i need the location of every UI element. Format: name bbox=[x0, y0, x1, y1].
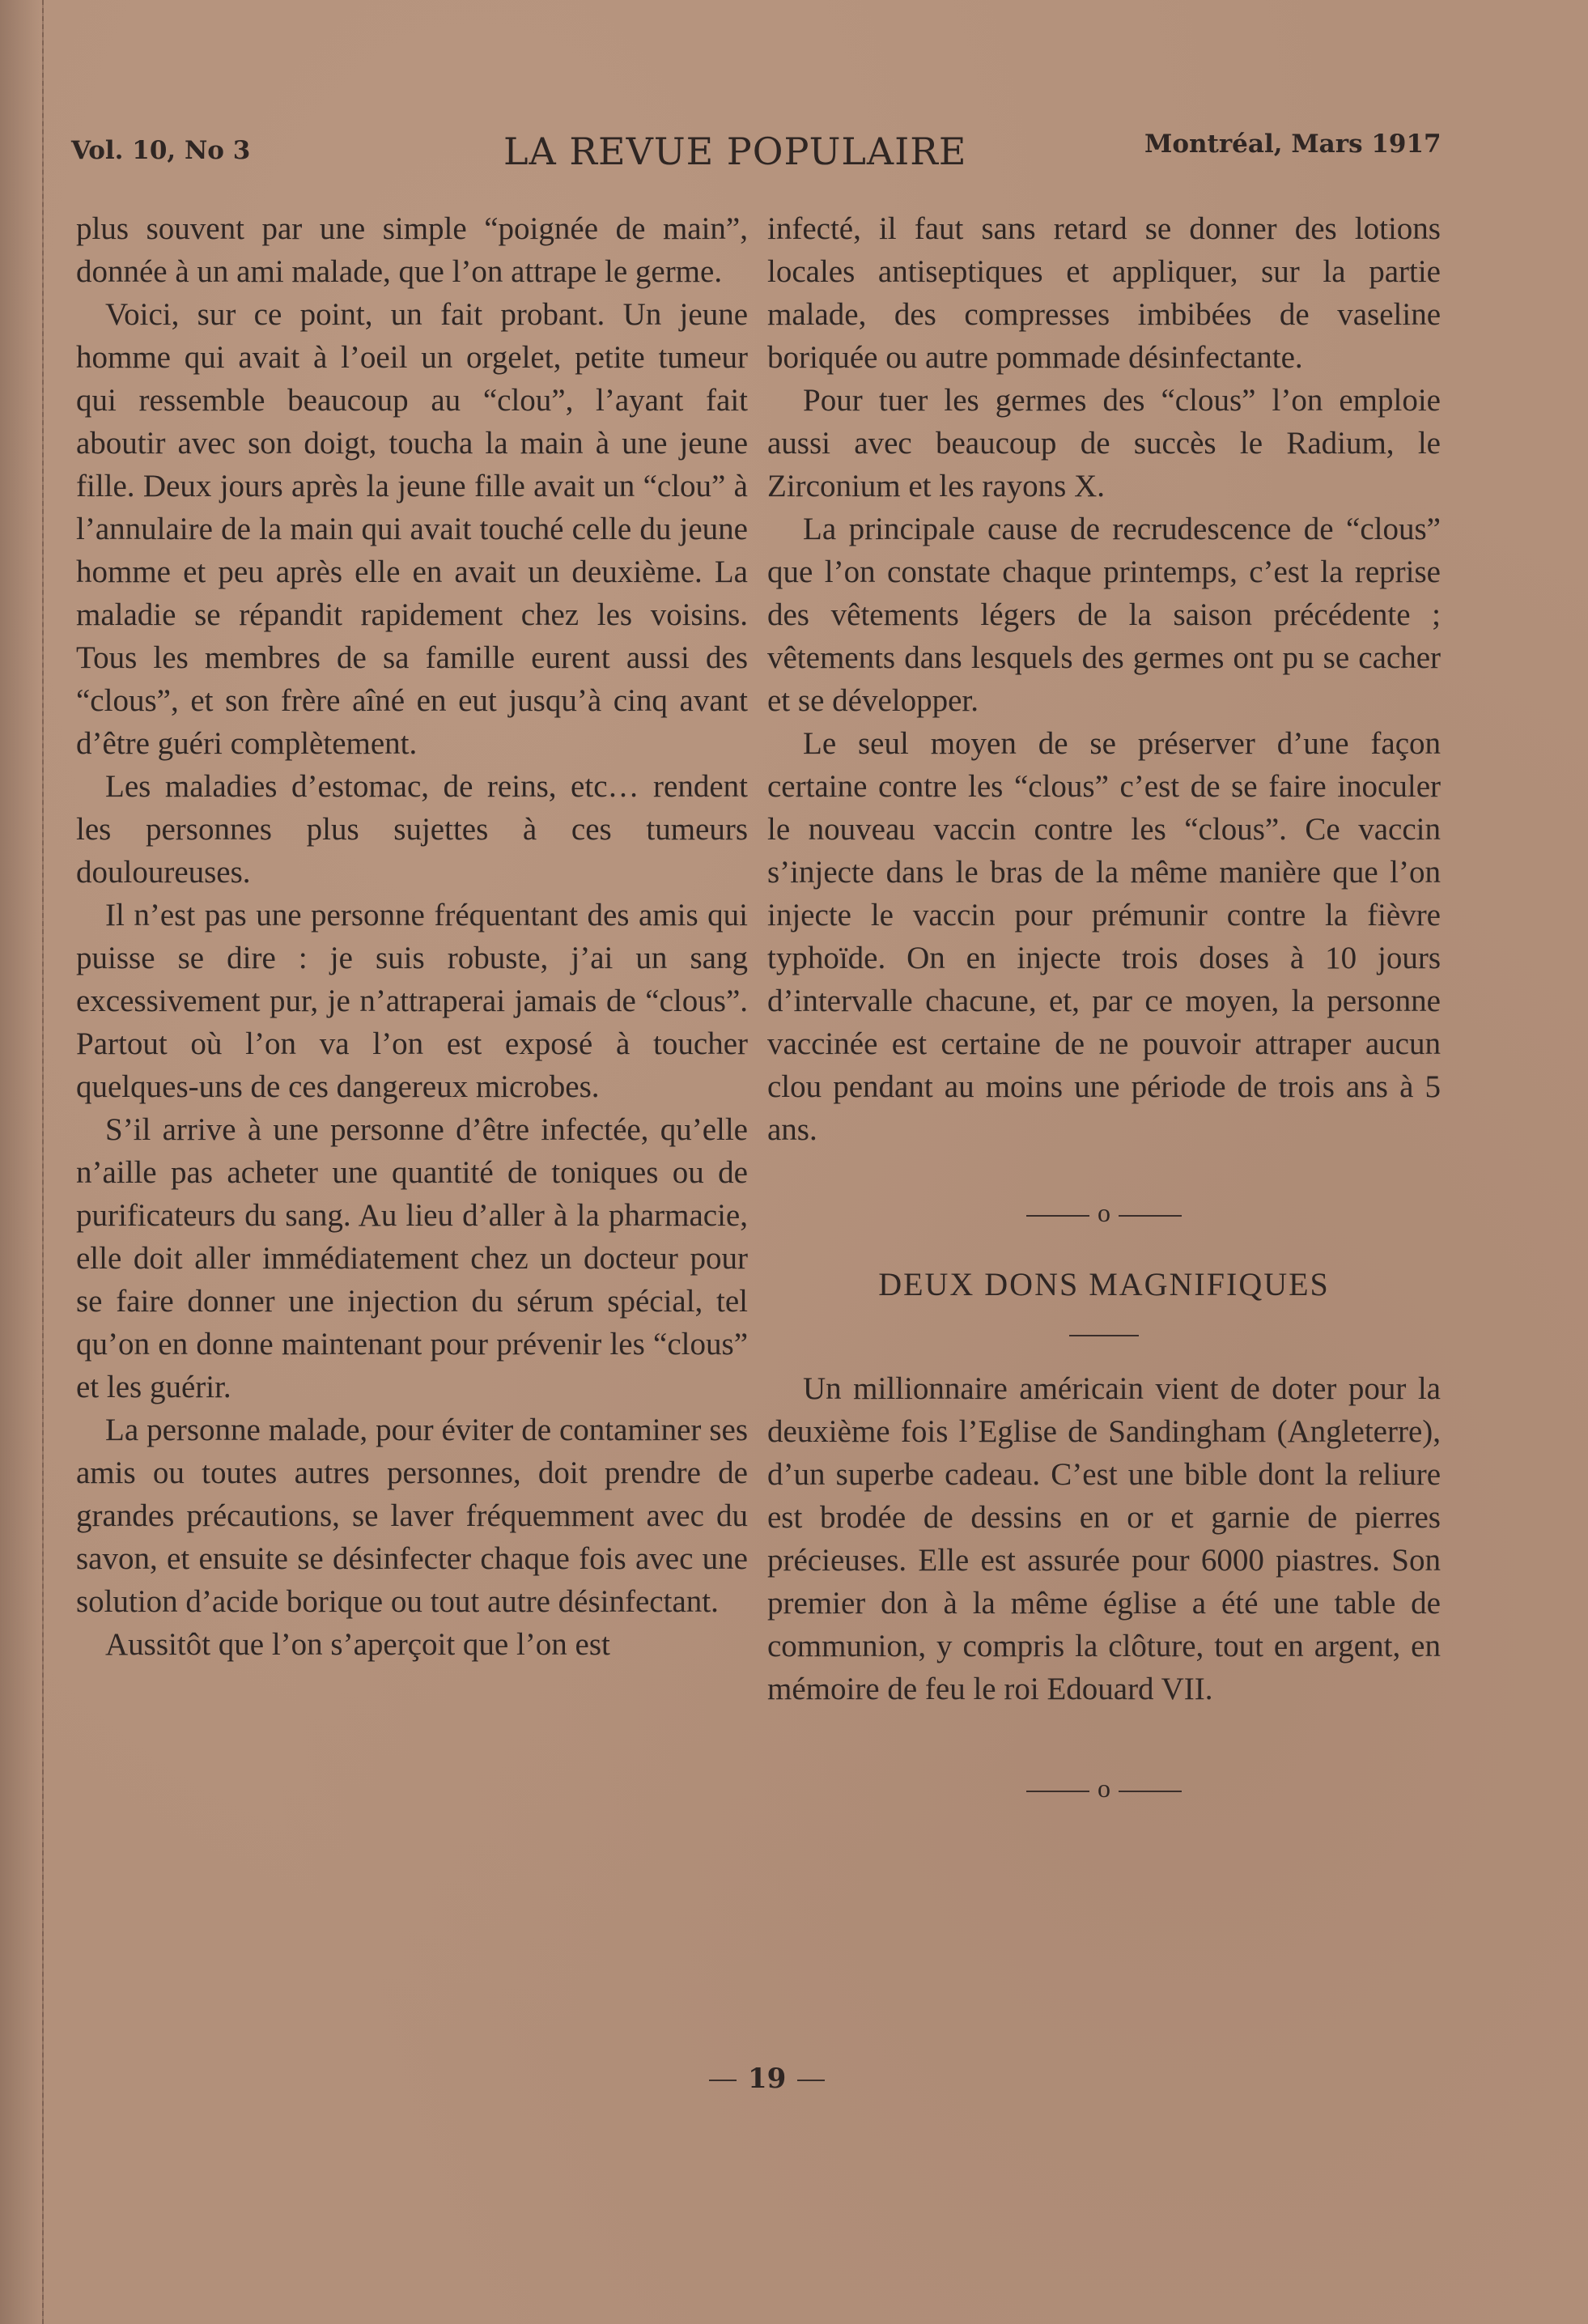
paragraph: Il n’est pas une personne fréquentant des amis qui puisse se dire : je suis robuste, j’ai un sang excessivement pur, je n’attraperai jamais de “clous”. Partout où l’on va l’on est exposé à toucher quelques-uns de ces dangereux microbes. bbox=[76, 898, 748, 1104]
paragraph: La principale cause de recrudescence de “clous” que l’on constate chaque printemps, c’est la reprise des vêtements légers de la saison précédente ; vêtements dans lesquels des germes ont pu se cacher et se développer. bbox=[767, 512, 1441, 718]
page-number bbox=[698, 2063, 836, 2095]
publication-title: LA REVUE POPULAIRE bbox=[503, 130, 967, 173]
section-separator bbox=[767, 1767, 1441, 1810]
paragraph: infecté, il faut sans retard se donner des lotions locales antiseptiques et appliquer, sur la partie malade, des compresses imbibées de vaseline boriquée ou autre pommade désinfectante. bbox=[767, 211, 1441, 375]
right-column bbox=[767, 207, 1441, 1810]
paragraph: Les maladies d’estomac, de reins, etc… rendent les personnes plus sujettes à ces tumeurs douloureuses. bbox=[76, 769, 748, 890]
paragraph: La personne malade, pour éviter de contaminer ses amis ou toutes autres personnes, doit prendre de grandes précautions, se laver fréquemment avec du savon, et ensuite se désinfecter chaque fois avec une solution d’acide borique ou tout autre désinfectant. bbox=[76, 1413, 748, 1619]
issue-date: Montréal, Mars 1917 bbox=[1144, 130, 1442, 159]
paragraph: Voici, sur ce point, un fait probant. Un jeune homme qui avait à l’oeil un orgelet, petite tumeur qui ressemble beaucoup au “clou”, l’ayant fait aboutir avec son doigt, toucha la main à une jeune fille. Deux jours après la jeune fille avait un “clou” à l’annulaire de la main qui avait touché celle du jeune homme et peu après elle en avait un deuxième. La maladie se répandit rapidement chez les voisins. Tous les membres de sa famille eurent aussi des “clous”, et son frère aîné en eut jusqu’à cinq avant d’être guéri complètement. bbox=[76, 297, 748, 761]
paragraph: Aussitôt que l’on s’aperçoit que l’on est bbox=[105, 1627, 610, 1662]
page-binding-edge bbox=[0, 0, 44, 2324]
section-body: Un millionnaire américain vient de doter pour la deuxième fois l’Eglise de Sandingham (Angleterre), d’un superbe cadeau. C’est une bible dont la reliure est brodée de dessins en or et garnie de pierres précieuses. Elle est assurée pour 6000 piastres. Son premier don à la même église a été une table de communion, y compris la clôture, tout en argent, en mémoire de feu le roi Edouard VII. bbox=[767, 1371, 1441, 1706]
volume-number: Vol. 10, No 3 bbox=[71, 136, 251, 165]
separator-mark: o bbox=[1098, 1774, 1110, 1803]
page-number-value: 19 bbox=[748, 2063, 787, 2095]
heading-rule bbox=[1069, 1335, 1139, 1336]
section-separator bbox=[767, 1192, 1441, 1234]
separator-mark: o bbox=[1098, 1198, 1110, 1227]
paragraph: S’il arrive à une personne d’être infectée, qu’elle n’aille pas acheter une quantité de toniques ou de purificateurs du sang. Au lieu d’aller à la pharmacie, elle doit aller immédiatement chez un docteur pour se faire donner une injection du sérum spécial, tel qu’on en donne maintenant pour prévenir les “clous” et les guérir. bbox=[76, 1112, 748, 1404]
paragraph: Le seul moyen de se préserver d’une façon certaine contre les “clous” c’est de se faire inoculer le nouveau vaccin contre les “clous”. Ce vaccin s’injecte dans le bras de la même manière que l’on injecte le vaccin pour prémunir contre la fièvre typhoïde. On en injecte trois doses à 10 jours d’intervalle chacune, et, par ce moyen, la personne vaccinée est certaine de ne pouvoir attraper aucun clou pendant au moins une période de trois ans à 5 ans. bbox=[767, 726, 1441, 1147]
paragraph: plus souvent par une simple “poignée de main”, donnée à un ami malade, que l’on attrape le germe. bbox=[76, 211, 748, 289]
section-heading: DEUX DONS MAGNIFIQUES bbox=[878, 1266, 1330, 1302]
left-column bbox=[76, 207, 748, 1666]
paragraph: Pour tuer les germes des “clous” l’on emploie aussi avec beaucoup de succès le Radium, le Zirconium et les rayons X. bbox=[767, 383, 1441, 503]
